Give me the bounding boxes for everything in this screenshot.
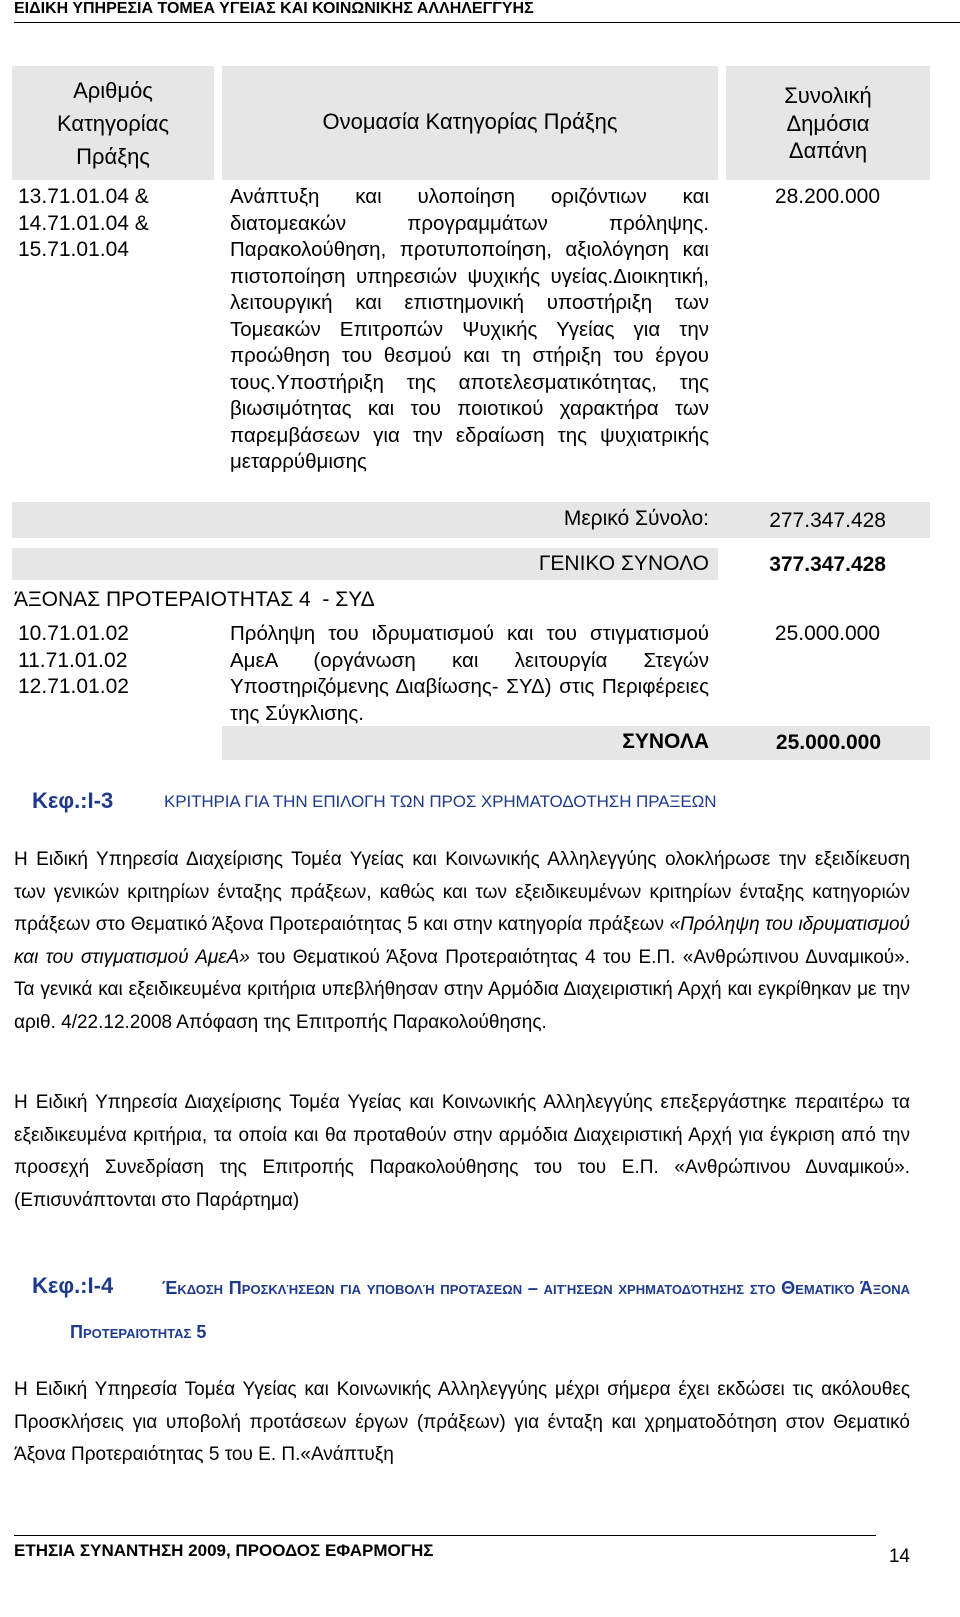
row1-code: 14.71.01.04 &: [18, 211, 149, 235]
document-header: ΕΙΔΙΚΗ ΥΠΗΡΕΣΙΑ ΤΟΜΕΑ ΥΓΕΙΑΣ ΚΑΙ ΚΟΙΝΩΝΙΚΗΣ ΑΛΛΗΛΕΓΓΥΗΣ: [14, 0, 534, 17]
axis-title: ΆΞΟΝΑΣ ΠΡΟΤΕΡΑΙΟΤΗΤΑΣ 4 - ΣΥΔ: [14, 588, 375, 611]
row2-description: Πρόληψη του ιδρυματισμού και του στιγματισμού ΑμεΑ (οργάνωση και λειτουργία Στεγών Υποστηριζόμενης Διαβίωσης- ΣΥΔ) στις Περιφέρειες της Σύγκλισης.: [230, 622, 709, 725]
grand-total-amount: 377.347.428: [769, 553, 886, 576]
row2-code: 11.71.01.02: [18, 648, 128, 672]
table-header-cost-cell: [726, 66, 930, 180]
chapter3-number: Κεφ.:Ι-3: [32, 788, 114, 813]
chapter3-p1-text-end: του Θεματικού Άξονα Προτεραιότητας 4 του Ε.Π. «Ανθρώπινου Δυναμικού». Τα γενικά και εξειδικευμένα κριτήρια υπεβλήθησαν στην Αρμόδια Διαχειριστική Αρχή και εγκρίθηκαν με την αριθ. 4/22.12.2008 Απόφαση της Επιτροπής Παρακολούθησης.: [14, 946, 910, 1033]
row1-code: 13.71.01.04 &: [18, 185, 149, 208]
chapter4-paragraph1: Η Ειδική Υπηρεσία Τομέα Υγείας και Κοινωνικής Αλληλεγγύης μέχρι σήμερα έχει εκδώσει τις ακόλουθες Προσκλήσεις για υποβολή προτάσεων έργων (πράξεων) για ένταξη και χρηματοδότηση στον Θεματικό Άξονα Προτεραιότητας 5 του Ε. Π.«Ανάπτυξη: [14, 1379, 910, 1466]
footer-text: ΕΤΗΣΙΑ ΣΥΝΑΝΤΗΣΗ 2009, ΠΡΟΟΔΟΣ ΕΦΑΡΜΟΓΗΣ: [14, 1541, 434, 1560]
chapter4-number: Κεφ.:Ι-4: [32, 1273, 114, 1298]
chapter3-paragraph1: [14, 844, 910, 1040]
row1-code: 15.71.01.04: [18, 238, 129, 261]
chapter3-title: ΚΡΙΤΗΡΙΑ ΓΙΑ ΤΗΝ ΕΠΙΛΟΓΗ ΤΩΝ ΠΡΟΣ ΧΡΗΜΑΤΟΔΟΤΗΣΗ ΠΡΑΞΕΩΝ: [164, 792, 717, 811]
subtotal-label: Μερικό Σύνολο:: [563, 507, 709, 530]
header-cost-line1: Συνολική: [784, 83, 872, 108]
header-number-line2: Κατηγορίας: [56, 111, 169, 136]
grand-total-label: ΓΕΝΙΚΟ ΣΥΝΟΛΟ: [538, 552, 709, 575]
subtotal-amount: 277.347.428: [769, 509, 886, 532]
chapter3-paragraph2: Η Ειδική Υπηρεσία Διαχείρισης Τομέα Υγείας και Κοινωνικής Αλληλεγγύης επεξεργάστηκε περαιτέρω τα εξειδικευμένα κριτήρια, τα οποία και θα προταθούν στην αρμόδια Διαχειριστική Αρχή για έγκριση από την προσεχή Συνεδρίαση της Επιτροπής Παρακολούθησης του του Ε.Π. «Ανθρώπινου Δυναμικού». (Επισυνάπτονται στο Παράρτημα): [14, 1092, 910, 1211]
row2-codes: [18, 621, 208, 701]
row2-code: 12.71.01.02: [18, 675, 129, 698]
footer-divider: [14, 1535, 876, 1536]
row2-amount: 25.000.000: [774, 622, 880, 645]
header-name: Ονομασία Κατηγορίας Πράξης: [322, 109, 618, 134]
header-number-line1: Αριθμός: [73, 78, 153, 103]
row2-code: 10.71.01.02: [18, 622, 129, 645]
row1-description: Ανάπτυξη και υλοποίηση οριζόντιων και διατομεακών προγραμμάτων πρόληψης. Παρακολούθηση, προτυποποίηση, αξιολόγηση και πιστοποίηση υπηρεσιών ψυχικής υγείας.Διοικητική, λειτουργική και επιστημονική υποστήριξη των Τομεακών Επιτροπών Ψυχικής Υγείας για την προώθηση του θεσμού και τη στήριξη του έργου τους.Υποστήριξη της αποτελεσματικότητας, της βιωσιμότητας και του ποιοτικού χαρακτήρα των παρεμβάσεων για την εδραίωση της ψυχιατρικής μεταρρύθμισης: [230, 185, 709, 473]
table-header-number-cell: [12, 66, 214, 180]
header-cost-line3: Δαπάνη: [788, 138, 868, 163]
header-divider: [14, 22, 960, 23]
row1-amount: 28.200.000: [774, 185, 880, 208]
page-number: 14: [888, 1546, 910, 1567]
totals-label: ΣΥΝΟΛΑ: [622, 730, 709, 753]
row1-codes: [18, 184, 208, 264]
chapter3-p1-text: Η Ειδική Υπηρεσία Διαχείρισης Τομέα Υγείας και Κοινωνικής Αλληλεγγύης ολοκλήρωσε την εξειδίκευση των γενικών κριτηρίων ένταξης πράξεων, καθώς και των εξειδικευμένων κριτηρίων ένταξης κατηγοριών πράξεων στο Θεματικό Άξονα Προτεραιότητας 5 και στην κατηγορία πράξεων: [14, 849, 910, 936]
table-header-name-cell: [222, 66, 718, 180]
header-cost-line2: Δημόσια: [786, 110, 870, 136]
chapter3-p1-italic: «Πρόληψη του ιδρυματισμού και του στιγματισμού ΑμεΑ»: [14, 914, 910, 968]
header-number-line3: Πράξης: [76, 144, 150, 169]
chapter4-title: Έκδοση Προσκλήσεων για υποβολή προτάσεων – αιτήσεων χρηματοδότησης στο Θεματικό Άξονα Προτεραιότητας 5: [70, 1278, 910, 1342]
totals-amount: 25.000.000: [775, 731, 881, 754]
